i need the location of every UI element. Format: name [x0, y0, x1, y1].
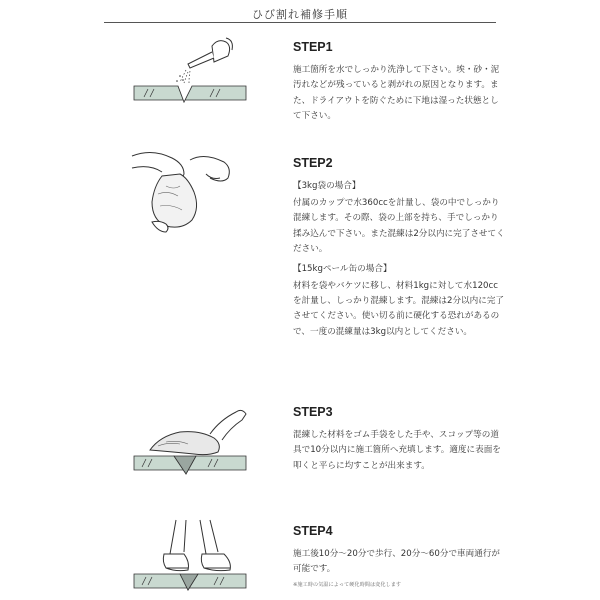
step2-block	[293, 156, 505, 340]
step2-case2-text: 材料を袋やバケツに移し、材料1kgに対して水120ccを計量し、しっかり混練します。混練は2分以内に完了させてください。使い切る前に硬化する恐れがあるので、一度の混練量は3kg以内としてください。	[293, 280, 505, 337]
page-title: ひび割れ補修手順	[252, 8, 348, 21]
mixing-bag-icon	[130, 146, 240, 246]
walking-feet-icon	[130, 518, 250, 598]
step3-block	[293, 405, 505, 474]
step2-case1-title: 【3kg袋の場合】	[293, 181, 361, 191]
step2-case2-title: 【15kgペール缶の場合】	[293, 263, 392, 274]
step2-case1-text: 付属のカップで水360ccを計量し、袋の中でしっかり混練します。その際、袋の上部を持ち、手でしっかり揉み込んで下さい。また混練は2分以内に完了させてください。	[293, 198, 505, 255]
watering-can-icon	[130, 28, 250, 108]
step4-heading: STEP4	[293, 524, 333, 538]
gloved-hand-icon	[130, 400, 250, 480]
step4-text: 施工後10分～20分で歩行、20分～60分で車両通行が可能です。	[293, 549, 501, 575]
step4-note: ※施工時の気温によって硬化時間は変化します	[293, 581, 402, 588]
step1-text: 施工箇所を水でしっかり洗浄して下さい。埃・砂・泥汚れなどが残っていると剥がれの原因となります。また、ドライアウトを防ぐために下地は湿った状態として下さい。	[293, 65, 500, 122]
step3-text: 混練した材料をゴム手袋をした手や、スコップ等の道具で10分以内に施工箇所へ充填します。適度に表面を叩くと平らに均すことが出来ます。	[293, 430, 501, 471]
step1-block	[293, 40, 505, 125]
title-divider	[104, 22, 496, 23]
step4-block	[293, 524, 505, 589]
step2-heading: STEP2	[293, 156, 333, 170]
step1-heading: STEP1	[293, 40, 333, 54]
step3-heading: STEP3	[293, 405, 333, 419]
